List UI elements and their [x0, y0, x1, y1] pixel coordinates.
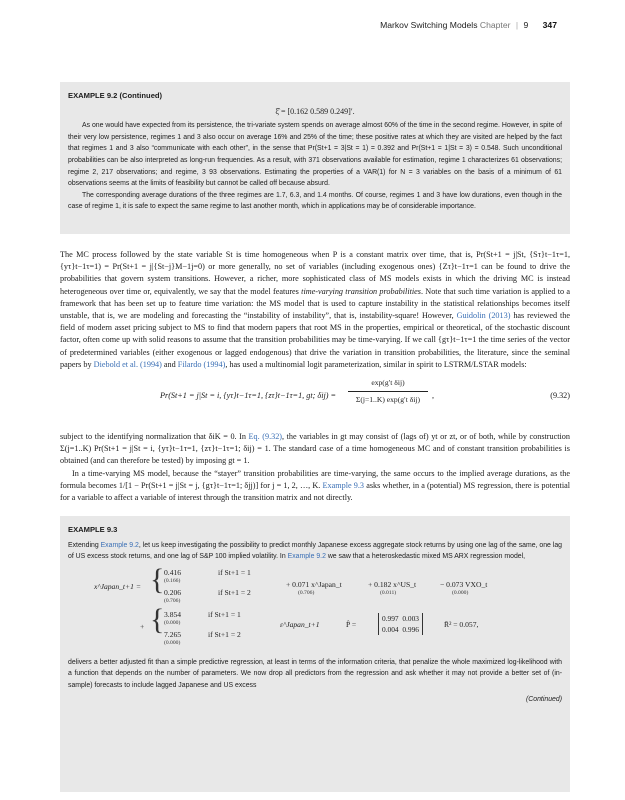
text-run: asks whether, in a (potential) MS regression, there is potential for a variable to affect a variable of interest through the transition matrix and not directly. [60, 480, 571, 503]
equation-fraction [348, 377, 428, 406]
intercept-regime-2: 0.206 [164, 587, 182, 597]
fraction-numerator: exp(g′t δij) [348, 377, 428, 392]
sigma-se-1: (0.000) [164, 619, 181, 626]
matrix-cell: 0.003 [402, 613, 419, 623]
example-heading: EXAMPLE 9.3 [68, 525, 118, 534]
transition-matrix-label: P̂ = [346, 619, 357, 629]
fraction-denominator: Σ(j=1..K) exp(g′t δij) [355, 395, 421, 405]
error-term: ε^Japan_t+1 [280, 619, 320, 629]
condition-2: if St+1 = 2 [218, 587, 251, 597]
intercept-se-2: (0.706) [164, 597, 181, 604]
term-us-lag: + 0.182 x^US_t [368, 579, 417, 589]
equation-link[interactable]: Eq. (9.32) [248, 432, 283, 442]
citation-link[interactable]: Filardo (1994) [177, 359, 226, 369]
sigma-condition-2: if St+1 = 2 [208, 629, 241, 639]
example-paragraph: The corresponding average durations of the three regimes are 1.7, 6.3, and 1.4 months. Of course, regimes 1 and 3 have low durations, even though in the case of regime 1, it is safe to expect the same regime to last another month, which in applications may be of considerable importance. [68, 191, 562, 211]
term-japan-se: (0.706) [298, 589, 315, 596]
header-chapter-number: 9 [523, 20, 529, 30]
text-run: Extending [68, 541, 101, 549]
matrix-cell: 0.997 [382, 613, 399, 623]
term-vxo-se: (0.000) [452, 589, 469, 596]
sigma-regime-2: 7.265 [164, 629, 182, 639]
example-link[interactable]: Example 9.2 [287, 553, 326, 561]
text-run: subject to the identifying normalization that δiK = 0. In [60, 432, 249, 442]
matrix-cell: 0.996 [402, 624, 419, 634]
equation-9-32 [60, 377, 570, 427]
body-paragraph [60, 468, 570, 505]
text-run: , the variables in gt may consist of (lags of) yt or zt, or of both, while by construction Σ(j=1..K) Pr(St+1 = j|St = i, {yτ}t−1τ=1, {zτ}t−1τ=1; δij) = 1. The standard case of a time homogeneous MC and of constant transition probabilities is obtained (and can therefore be tested) by imposing gt = 1. [60, 432, 570, 466]
term-us-se: (0.011) [380, 589, 397, 596]
sigma-regime-1: 3.854 [164, 609, 182, 619]
intercept-se-1: (0.166) [164, 577, 181, 584]
condition-1: if St+1 = 1 [218, 567, 251, 577]
text-run: In a time-varying MS model, because the “stayer” transition probabilities are time-varying, the same occurs to the implied average durations, as the formula becomes 1/[1 − Pr(St+1 = j|St = j, {gτ}t−1τ=1; δjj)] for j = 1, 2, …, K. [60, 468, 570, 490]
matrix-cell: 0.004 [382, 624, 399, 634]
intercept-regime-1: 0.416 [164, 567, 182, 577]
header-chapter-label: Chapter [479, 20, 511, 30]
ms-regression-equation [68, 562, 562, 651]
sigma-se-2: (0.000) [164, 639, 181, 646]
term-japan-lag: + 0.071 x^Japan_t [286, 579, 342, 589]
equation-number: (9.32) [550, 391, 570, 401]
emphasized-term: time-varying transition probabilities [301, 286, 421, 296]
body-text [60, 249, 570, 504]
equation-trail: , [432, 391, 435, 401]
text-run: . Note that such time variation is applied to a framework that has been set up to feature time variation: the MS model that is used to capture instability in the statistical relationships becomes itself unstable, that is, we are modeling and forecasting the “instability of instability”, that is, instability-square! However, [60, 286, 570, 321]
running-header [380, 20, 557, 30]
text-run: , has used a multinomial logit parameterization, similar in spirit to LSTRM/LSTAR models: [225, 359, 527, 369]
r-squared: R̄² = 0.057, [444, 619, 479, 629]
example-paragraph [68, 540, 562, 563]
plus-sign: + [140, 621, 145, 631]
text-run: we saw that a heteroskedastic mixed MS ARX regression model, [325, 553, 526, 561]
brace: { [150, 562, 165, 596]
example-heading: EXAMPLE 9.2 (Continued) [68, 91, 163, 100]
example-paragraph: delivers a better adjusted fit than a simple predictive regression, at least in terms of the information criteria, that penalize the whole maximized log-likelihood with a function that depends on the number of parameters. We now drop all predictors from the regression and ask whether it may not provide a better set of (in-sample) forecasts to include lagged Japanese and US excess [68, 658, 562, 689]
example-box-9-2 [60, 82, 570, 234]
equation-lhs: Pr(St+1 = j|St = i, {yτ}t−1τ=1, {zτ}t−1τ=1, gt; δij) = [160, 391, 337, 401]
text-run: has reviewed the field of modern asset pricing subject to MS to find that modern papers that root MS in the properties, empirical or theoretical, of the stochastic discount factor, often come up with solid reasons to assume that the transition probabilities may be time-varying. If we call {gτ}t−1τ=1 the time series of the vector of predetermined variables (either exogenous or lagged endogenous) that drive the variation in transition probabilities, the literature, since the seminal papers by [60, 311, 571, 369]
example-link[interactable]: Example 9.3 [322, 480, 365, 490]
example-box-9-3 [60, 516, 570, 792]
citation-link[interactable]: Guidolin (2013) [456, 311, 511, 321]
text-run: The MC process followed by the state variable St is time homogeneous when P is a constant matrix over time, that is, Pr(St+1 = j|St, {Sτ}t−1τ=1, {yτ}t−1τ=1) = Pr(St+1 = j|{St−j}M−1j=0) or more generally, no set of variables (including exogenous ones) {Zτ}t−1τ=1 can be found to drive the probabilities that govern system transitions. However, a richer, more sophisticated class of MS models exists in which the driving MC is instead heterogeneous over time or, equivalently, we say that the model features [60, 250, 570, 296]
text-run: and [161, 359, 178, 369]
transition-matrix [378, 613, 423, 635]
example-paragraph: As one would have expected from its persistence, the tri-variate system spends on average almost 60% of the time in the second regime. However, in spite of their very low persistence, regimes 1 and 3 also occur on average 16% and 25% of the time; these positive rates at which they are visited are helped by the fact that regimes 1 and 3 also “communicate with each other”, in the sense that Pr(St+1 = 3|St = 1) = 0.392 and Pr(St+1 = 1|St = 3) = 0.548. Such unconditional probabilities can be also interpreted as long-run frequencies. As a result, with 371 observations available for estimation, regime 1 characterizes 61 observations; regime 2, 217 observations; and regime, 3 93 observations. Estimating the properties of a VAR(1) for N = 3 variables on the basis of a minimum of 61 observations seems at the limits of feasibility but cannot be called off because absurd. [68, 122, 562, 188]
term-vxo: − 0.073 VXO_t [440, 579, 488, 589]
continued-label: (Continued) [525, 695, 562, 703]
text-run: , let us keep investigating the possibility to predict monthly Japanese excess aggregate stock returns by using one lag of the same, one lag of US excess stock returns, and one lag of S&P 100 implied volatility. In [68, 541, 562, 561]
brace: { [150, 602, 165, 636]
body-paragraph [60, 249, 570, 371]
body-paragraph [60, 431, 570, 468]
xi-equation: ξ̂ = [0.162 0.589 0.249]′. [275, 106, 355, 116]
sigma-condition-1: if St+1 = 1 [208, 609, 241, 619]
example-link[interactable]: Example 9.2 [100, 541, 139, 549]
regression-lhs: x^Japan_t+1 = [94, 581, 141, 591]
citation-link[interactable]: Diebold et al. (1994) [93, 359, 162, 369]
header-separator: | [515, 20, 519, 30]
page-number: 347 [542, 20, 557, 30]
header-title: Markov Switching Models [380, 20, 478, 30]
